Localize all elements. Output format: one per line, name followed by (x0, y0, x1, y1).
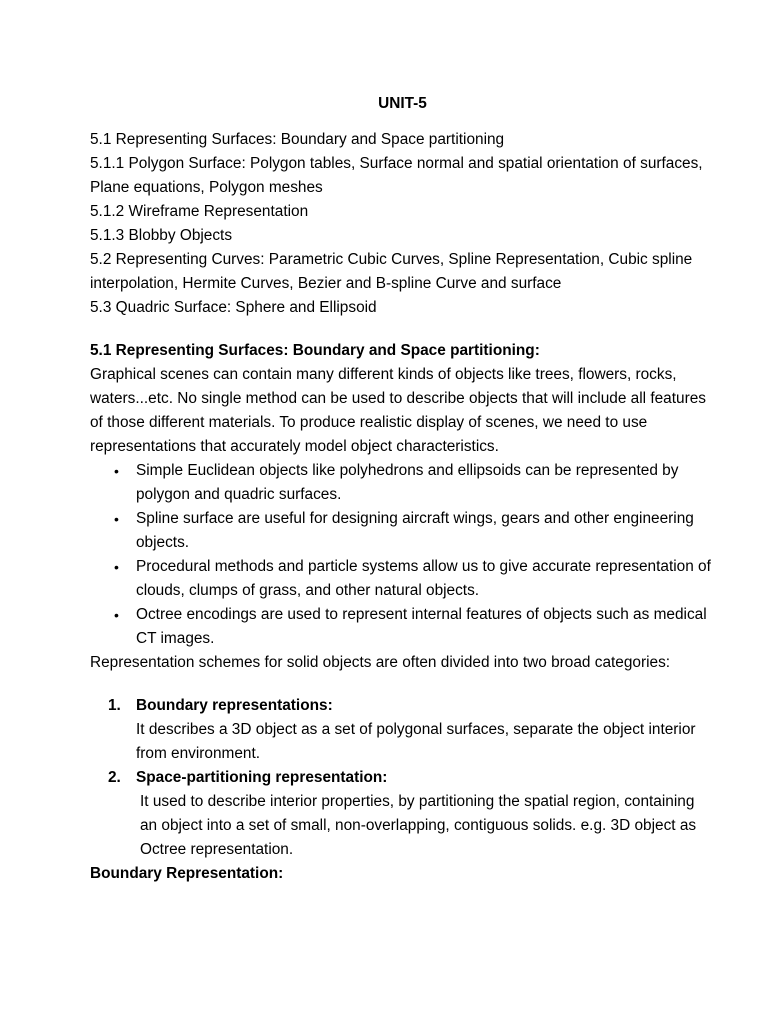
spacer (90, 675, 715, 694)
list-item-text: Simple Euclidean objects like polyhedrons and ellipsoids can be represented by polygon and quadric surfaces. (136, 462, 679, 503)
intro-paragraph: Graphical scenes can contain many different kinds of objects like trees, flowers, rocks, waters...etc. No single method can be used to describe objects that will include all features of those different materials. To produce realistic display of scenes, we need to use representations that accurately model object characteristics. (90, 366, 706, 455)
bullet-icon: • (114, 559, 119, 575)
toc-item: 5.1 Representing Surfaces: Boundary and Space partitioning (90, 131, 505, 148)
toc-item: 5.3 Quadric Surface: Sphere and Ellipsoid (90, 299, 377, 316)
unit-title: UNIT-5 (378, 95, 427, 112)
list-item-text: Spline surface are useful for designing aircraft wings, gears and other engineering objects. (136, 510, 694, 551)
category-text: It used to describe interior properties, by partitioning the spatial region, containing an object into a set of small, non-overlapping, contiguous solids. e.g. 3D object as Octree representation. (140, 793, 697, 858)
category-heading: Space-partitioning representation: (136, 769, 388, 786)
closing-heading: Boundary Representation: (90, 865, 284, 882)
list-item (90, 459, 715, 507)
list-number: 1. (108, 697, 121, 714)
list-item (90, 507, 715, 555)
bullet-icon: • (114, 511, 119, 527)
bullet-icon: • (114, 607, 119, 623)
spacer (90, 320, 715, 339)
toc-item: 5.1.1 Polygon Surface: Polygon tables, Surface normal and spatial orientation of surfaces, Plane equations, Polygon meshes (90, 155, 703, 196)
list-item (90, 555, 715, 603)
list-item-text: Procedural methods and particle systems allow us to give accurate representation of clouds, clumps of grass, and other natural objects. (136, 558, 711, 599)
document-page (90, 92, 715, 886)
category-text: It describes a 3D object as a set of polygonal surfaces, separate the object interior from environment. (136, 721, 696, 762)
toc-item: 5.1.2 Wireframe Representation (90, 203, 309, 220)
toc-item: 5.2 Representing Curves: Parametric Cubic Curves, Spline Representation, Cubic spline interpolation, Hermite Curves, Bezier and B-spline Curve and surface (90, 251, 693, 292)
list-item (90, 694, 715, 766)
numbered-list (90, 694, 715, 862)
toc-item: 5.1.3 Blobby Objects (90, 227, 233, 244)
list-item-text: Octree encodings are used to represent internal features of objects such as medical CT images. (136, 606, 707, 647)
section-heading: 5.1 Representing Surfaces: Boundary and Space partitioning: (90, 342, 540, 359)
list-item (90, 766, 715, 862)
list-item (90, 603, 715, 651)
bullet-icon: • (114, 463, 119, 479)
table-of-contents (90, 128, 715, 320)
list-number: 2. (108, 769, 121, 786)
categories-intro: Representation schemes for solid objects are often divided into two broad categories: (90, 654, 671, 671)
bullet-list (90, 459, 715, 651)
category-heading: Boundary representations: (136, 697, 333, 714)
